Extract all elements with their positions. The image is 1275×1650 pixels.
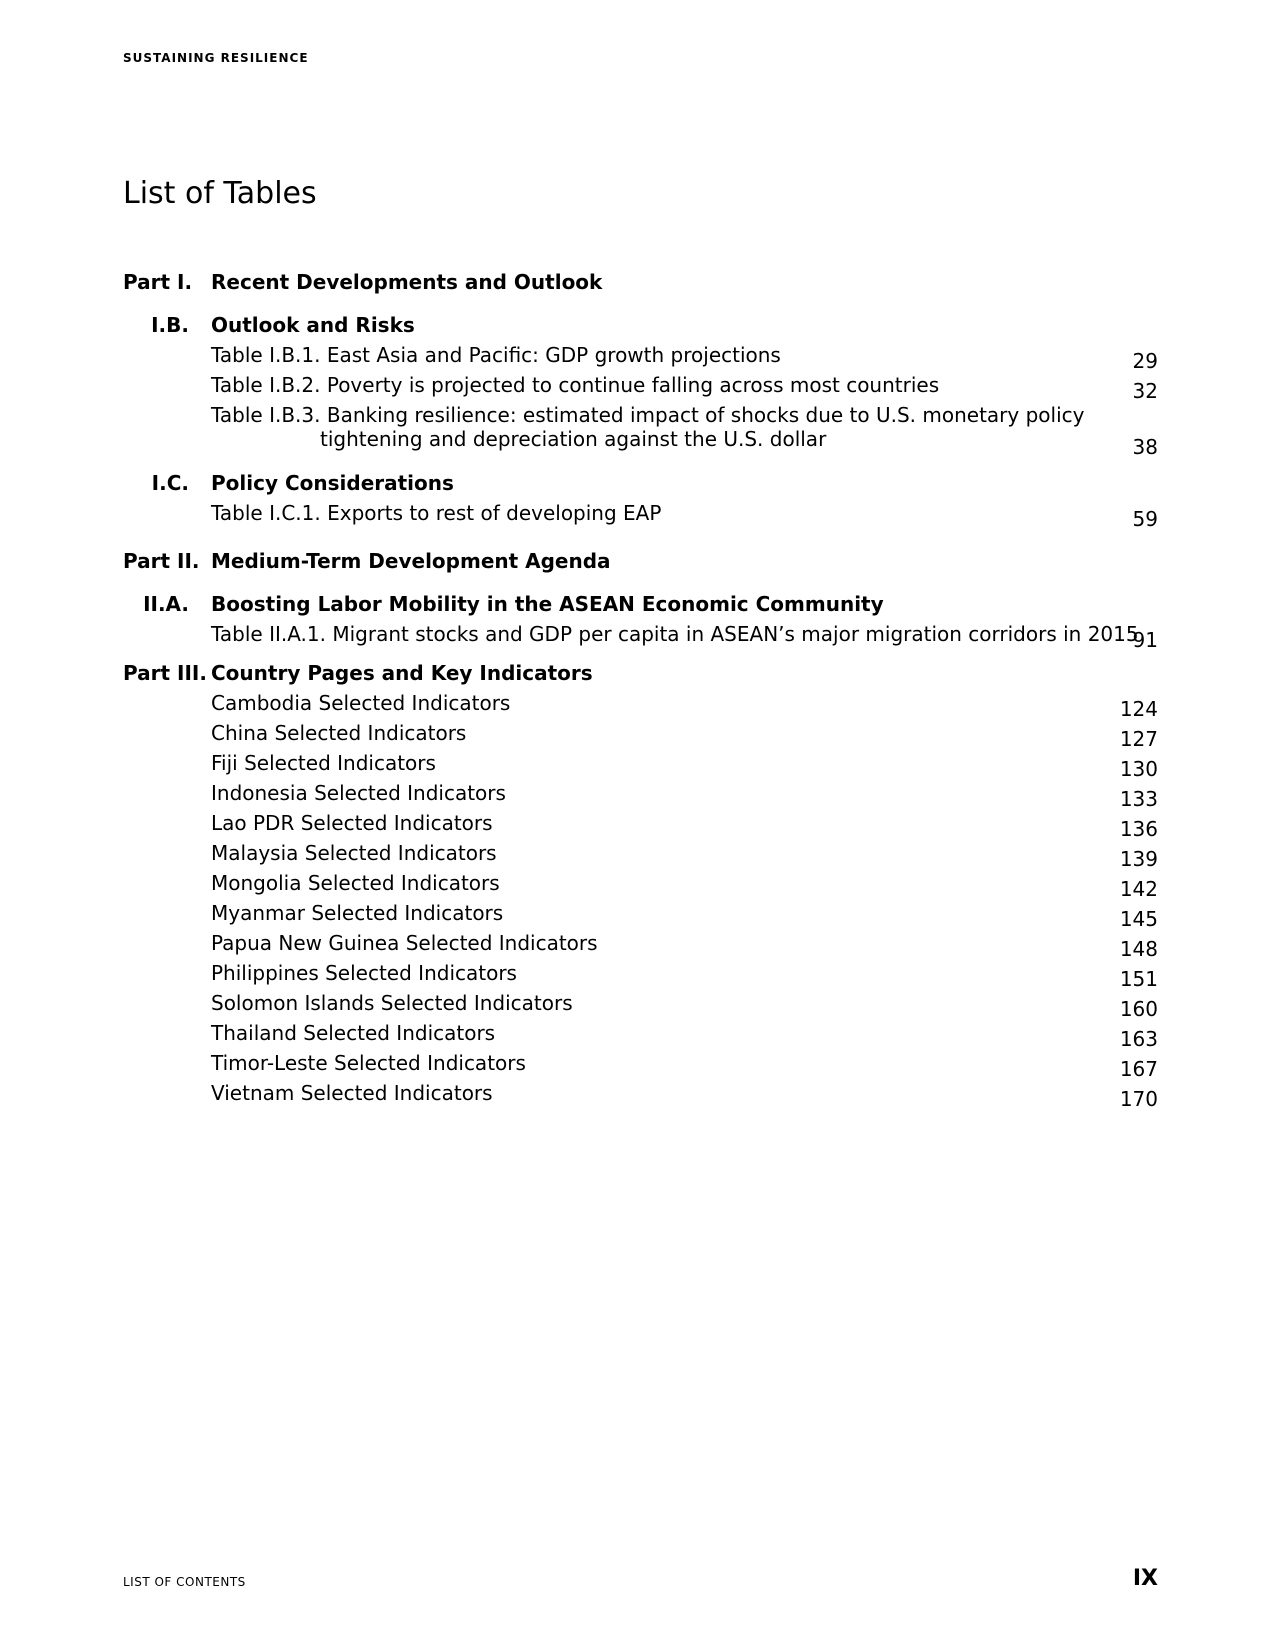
entry-text: Table I.C.1. Exports to rest of developing EAP bbox=[211, 501, 662, 525]
section-heading bbox=[123, 471, 1158, 501]
footer-label: LIST OF CONTENTS bbox=[123, 1575, 246, 1589]
toc-entry[interactable] bbox=[123, 1051, 1158, 1081]
toc-entry[interactable] bbox=[123, 691, 1158, 721]
entry-text: Fiji Selected Indicators bbox=[211, 751, 436, 775]
toc-entry[interactable] bbox=[123, 343, 1158, 373]
entry-page: 170 bbox=[1119, 1087, 1158, 1111]
section-heading bbox=[123, 592, 1158, 622]
part-heading bbox=[123, 549, 1158, 579]
toc-entry[interactable] bbox=[123, 1021, 1158, 1051]
part-title: Country Pages and Key Indicators bbox=[211, 661, 593, 685]
entry-text bbox=[123, 403, 1158, 451]
entry-text-line: Table I.B.3. Banking resilience: estimated impact of shocks due to U.S. monetary policy bbox=[211, 403, 1085, 427]
entry-page: 148 bbox=[1119, 937, 1158, 961]
entry-page: 145 bbox=[1119, 907, 1158, 931]
section-label: II.A. bbox=[143, 592, 189, 616]
toc-entry[interactable] bbox=[123, 961, 1158, 991]
toc-entry[interactable] bbox=[123, 751, 1158, 781]
entry-page: 29 bbox=[1132, 349, 1158, 373]
entry-page: 163 bbox=[1119, 1027, 1158, 1051]
entry-text: Cambodia Selected Indicators bbox=[211, 691, 511, 715]
entry-page: 38 bbox=[1132, 435, 1158, 459]
entry-page: 32 bbox=[1132, 379, 1158, 403]
entry-text: Papua New Guinea Selected Indicators bbox=[211, 931, 598, 955]
toc-entry[interactable] bbox=[123, 901, 1158, 931]
entry-text: Solomon Islands Selected Indicators bbox=[211, 991, 573, 1015]
toc-entry[interactable] bbox=[123, 841, 1158, 871]
entry-text: Philippines Selected Indicators bbox=[211, 961, 517, 985]
page-number: IX bbox=[1132, 1566, 1158, 1591]
entry-page: 160 bbox=[1119, 997, 1158, 1021]
part-label: Part I. bbox=[123, 270, 193, 294]
entry-text: Indonesia Selected Indicators bbox=[211, 781, 506, 805]
entry-page: 167 bbox=[1119, 1057, 1158, 1081]
entry-text: Table I.B.2. Poverty is projected to continue falling across most countries bbox=[211, 373, 940, 397]
toc-entry[interactable] bbox=[123, 1081, 1158, 1111]
toc-entry[interactable] bbox=[123, 622, 1158, 652]
entry-page: 139 bbox=[1119, 847, 1158, 871]
entry-text: Table I.B.1. East Asia and Pacific: GDP growth projections bbox=[211, 343, 781, 367]
entry-page: 142 bbox=[1119, 877, 1158, 901]
section-title: Policy Considerations bbox=[211, 471, 454, 495]
part-title: Recent Developments and Outlook bbox=[211, 270, 603, 294]
toc-entry[interactable] bbox=[123, 811, 1158, 841]
entry-page: 136 bbox=[1119, 817, 1158, 841]
entry-text: Malaysia Selected Indicators bbox=[211, 841, 497, 865]
part-heading bbox=[123, 661, 1158, 691]
entry-text: Mongolia Selected Indicators bbox=[211, 871, 500, 895]
part-label: Part III. bbox=[123, 661, 207, 685]
entry-text: Thailand Selected Indicators bbox=[211, 1021, 496, 1045]
entry-text: Table II.A.1. Migrant stocks and GDP per capita in ASEAN’s major migration corridors in 2015 bbox=[211, 622, 1139, 646]
part-title: Medium-Term Development Agenda bbox=[211, 549, 611, 573]
entry-text-continuation: tightening and depreciation against the U.S. dollar bbox=[320, 427, 827, 451]
toc-entry[interactable] bbox=[123, 501, 1158, 531]
entry-page: 133 bbox=[1119, 787, 1158, 811]
entry-text: Lao PDR Selected Indicators bbox=[211, 811, 493, 835]
toc-entry[interactable] bbox=[123, 871, 1158, 901]
entry-text: China Selected Indicators bbox=[211, 721, 467, 745]
section-label: I.C. bbox=[151, 471, 189, 495]
section-title: Boosting Labor Mobility in the ASEAN Economic Community bbox=[211, 592, 884, 616]
toc-entry[interactable] bbox=[123, 931, 1158, 961]
entry-text: Myanmar Selected Indicators bbox=[211, 901, 504, 925]
entry-page: 127 bbox=[1119, 727, 1158, 751]
entry-text: Timor-Leste Selected Indicators bbox=[211, 1051, 526, 1075]
entry-text: Vietnam Selected Indicators bbox=[211, 1081, 493, 1105]
section-label: I.B. bbox=[151, 313, 189, 337]
section-heading bbox=[123, 313, 1158, 343]
entry-page: 59 bbox=[1132, 507, 1158, 531]
toc-entry[interactable] bbox=[123, 721, 1158, 751]
entry-page: 91 bbox=[1132, 628, 1158, 652]
toc-entry[interactable] bbox=[123, 373, 1158, 403]
toc-entry[interactable] bbox=[123, 403, 1158, 459]
section-title: Outlook and Risks bbox=[211, 313, 415, 337]
part-label: Part II. bbox=[123, 549, 200, 573]
page-title: List of Tables bbox=[123, 176, 317, 211]
entry-page: 151 bbox=[1119, 967, 1158, 991]
running-head: SUSTAINING RESILIENCE bbox=[123, 51, 309, 65]
table-of-contents bbox=[123, 270, 1158, 1111]
part-heading bbox=[123, 270, 1158, 300]
toc-entry[interactable] bbox=[123, 781, 1158, 811]
entry-page: 124 bbox=[1119, 697, 1158, 721]
toc-entry[interactable] bbox=[123, 991, 1158, 1021]
entry-page: 130 bbox=[1119, 757, 1158, 781]
